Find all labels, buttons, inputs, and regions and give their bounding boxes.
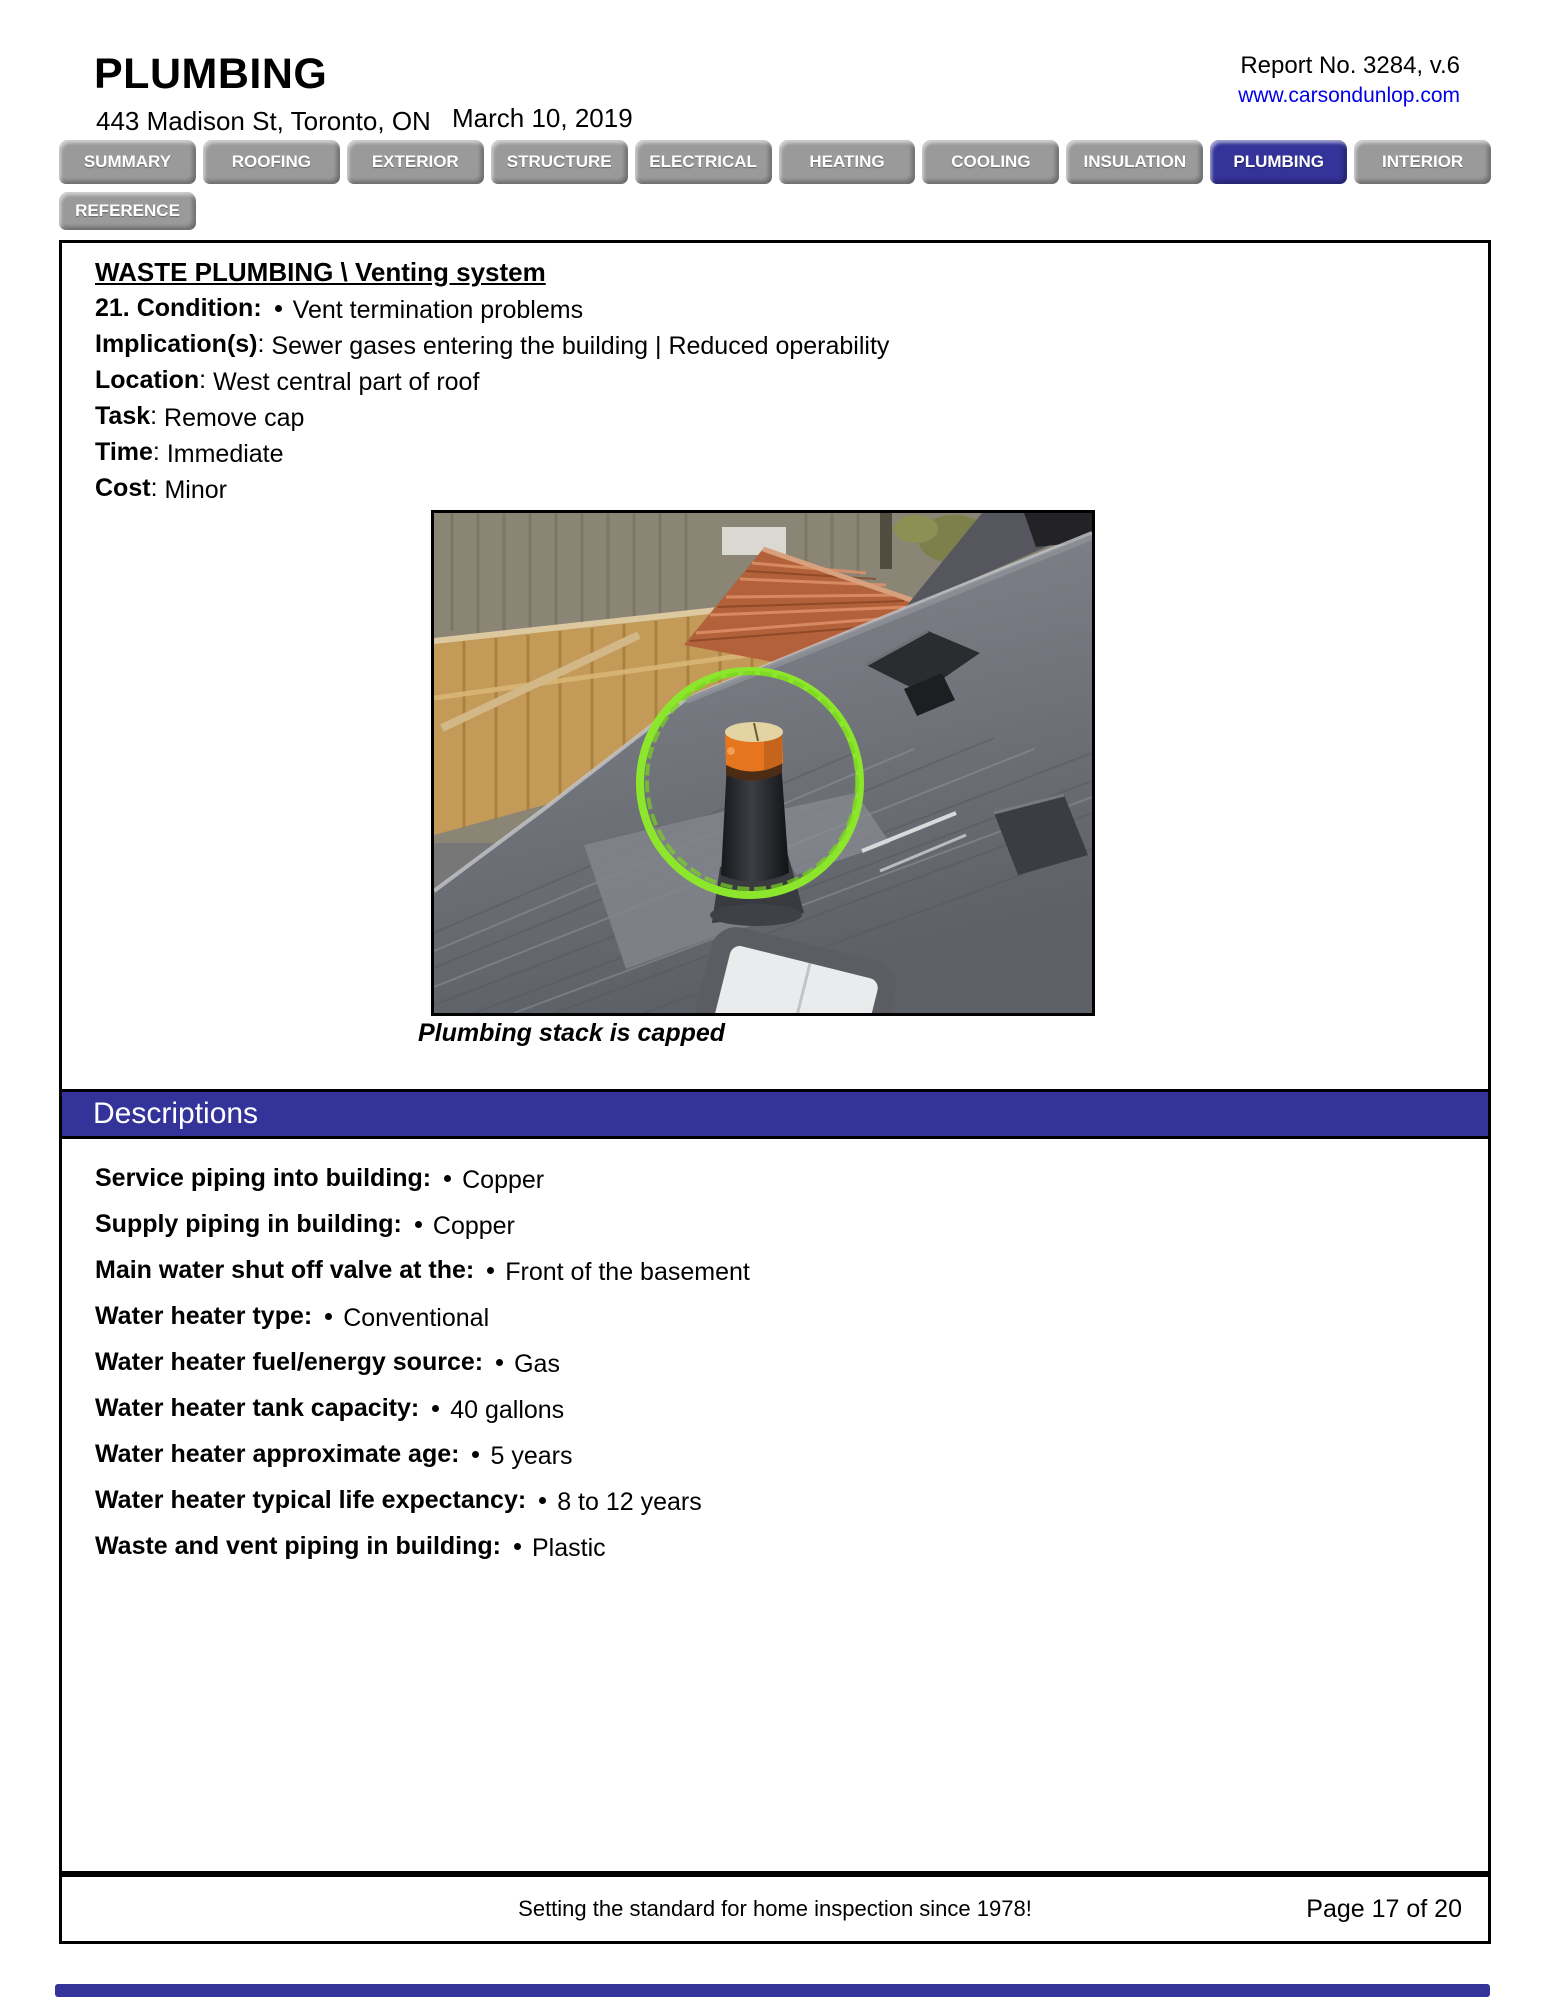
bullet-icon [444,1175,451,1182]
tab-exterior[interactable]: EXTERIOR [347,140,484,184]
description-value: 8 to 12 years [557,1488,702,1516]
bullet-icon [487,1267,494,1274]
description-value: Gas [514,1350,560,1378]
tab-bar [59,140,1491,184]
time-label: Time [95,438,153,466]
implication-label: Implication(s) [95,330,258,358]
separator: : [152,438,160,466]
photo-caption: Plumbing stack is capped [418,1019,726,1047]
bullet-icon [496,1359,503,1366]
description-value: 40 gallons [450,1396,565,1424]
tab-cooling[interactable]: COOLING [922,140,1059,184]
report-number: Report No. 3284, v.6 [1240,52,1460,79]
task-value: Remove cap [164,404,305,432]
location-value: West central part of roof [213,368,480,396]
tab-electrical[interactable]: ELECTRICAL [635,140,772,184]
separator: : [199,366,207,394]
implication-row [95,331,889,358]
condition-value: Vent termination problems [292,296,584,324]
description-label: Supply piping in building: [95,1210,402,1238]
tab-bar-row2 [59,192,196,230]
task-row [95,403,889,430]
bullet-icon [514,1543,521,1550]
description-value: Plastic [532,1534,606,1562]
cost-row [95,475,889,502]
condition-label: 21. Condition: [95,294,262,322]
description-row [95,1394,750,1424]
tab-plumbing[interactable]: PLUMBING [1210,140,1347,184]
location-row [95,367,889,394]
tab-roofing[interactable]: ROOFING [203,140,340,184]
bottom-accent-bar [55,1984,1490,1997]
location-label: Location [95,366,200,394]
description-row [95,1256,750,1286]
description-row [95,1486,750,1516]
bullet-icon [539,1497,546,1504]
description-value: Front of the basement [505,1258,750,1286]
task-label: Task [95,402,151,430]
description-value: Copper [432,1212,515,1240]
descriptions-list [95,1165,750,1579]
description-row [95,1302,750,1332]
description-label: Water heater tank capacity: [95,1394,420,1422]
bullet-icon [325,1313,332,1320]
time-row [95,439,889,466]
tab-interior[interactable]: INTERIOR [1354,140,1491,184]
descriptions-banner [62,1089,1488,1139]
description-value: Copper [462,1166,545,1194]
description-label: Water heater typical life expectancy: [95,1486,527,1514]
cost-value: Minor [164,476,227,504]
content-box [59,240,1491,1874]
tab-heating[interactable]: HEATING [779,140,916,184]
time-value: Immediate [166,440,284,468]
tab-structure[interactable]: STRUCTURE [491,140,628,184]
descriptions-title: Descriptions [93,1097,259,1130]
separator: : [150,402,158,430]
description-value: Conventional [343,1304,490,1332]
condition-block [95,295,889,511]
description-label: Main water shut off valve at the: [95,1256,475,1284]
website-link[interactable]: www.carsondunlop.com [1238,84,1460,107]
tab-summary[interactable]: SUMMARY [59,140,196,184]
description-label: Water heater fuel/energy source: [95,1348,484,1376]
bullet-icon [275,305,282,312]
inspection-photo [431,510,1095,1016]
description-label: Water heater type: [95,1302,313,1330]
cost-label: Cost [95,474,151,502]
page-number: Page 17 of 20 [1306,1894,1462,1923]
page-title: PLUMBING [94,50,328,98]
separator: : [257,330,265,358]
condition-row [95,295,889,322]
tab-reference[interactable]: REFERENCE [59,192,196,230]
bullet-icon [415,1221,422,1228]
property-address: 443 Madison St, Toronto, ON [96,106,431,136]
section-heading: WASTE PLUMBING \ Venting system [95,257,546,287]
tab-insulation[interactable]: INSULATION [1066,140,1203,184]
footer-tagline: Setting the standard for home inspection since 1978! [518,1896,1032,1921]
description-value: 5 years [490,1442,573,1470]
description-row [95,1348,750,1378]
footer-bar [59,1874,1491,1944]
description-label: Water heater approximate age: [95,1440,460,1468]
description-label: Waste and vent piping in building: [95,1532,501,1560]
inspection-date: March 10, 2019 [452,103,633,133]
implication-value: Sewer gases entering the building | Reduced operability [271,332,890,360]
separator: : [150,474,158,502]
bullet-icon [472,1451,479,1458]
bullet-icon [432,1405,439,1412]
description-row [95,1532,750,1562]
description-row [95,1164,750,1194]
description-row [95,1440,750,1470]
description-row [95,1210,750,1240]
description-label: Service piping into building: [95,1164,432,1192]
